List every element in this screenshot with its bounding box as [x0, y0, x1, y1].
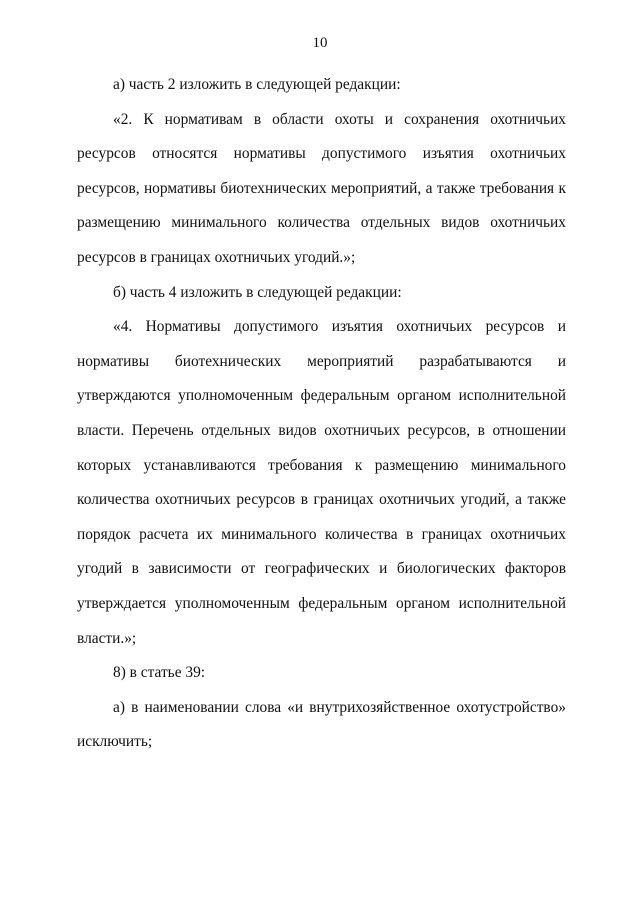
paragraph-part4-text: «4. Нормативы допустимого изъятия охотничьих ресурсов и нормативы биотехнических мероприятий разрабатываются и утверждаются уполномоченным федеральным органом исполнительной власти. Перечень отдельных видов охотничьих ресурсов, в отношении которых устанавливаются требования к размещению минимального количества охотничьих ресурсов в границах охотничьих угодий, а также порядок расчета их минимального количества в границах охотничьих угодий в зависимости от географических и биологических факторов утверждается уполномоченным федеральным органом исполнительной власти.»; [77, 318, 566, 647]
paragraph-article39-heading: 8) в статье 39: [113, 664, 206, 682]
paragraph-part2-text: «2. К нормативам в области охоты и сохранения охотничьих ресурсов относятся нормативы допустимого изъятия охотничьих ресурсов, нормативы биотехнических мероприятий, а также требования к размещению минимального количества отдельных видов охотничьих ресурсов в границах охотничьих угодий.»; [77, 110, 566, 266]
paragraph-article39-a: а) в наименовании слова «и внутрихозяйственное охотустройство» исключить; [77, 698, 566, 751]
paragraph-part4-heading: б) часть 4 изложить в следующей редакции: [113, 283, 402, 301]
paragraph-part2-heading: а) часть 2 изложить в следующей редакции: [113, 76, 401, 93]
document-body [77, 68, 566, 760]
page-number: 10 [312, 35, 328, 51]
